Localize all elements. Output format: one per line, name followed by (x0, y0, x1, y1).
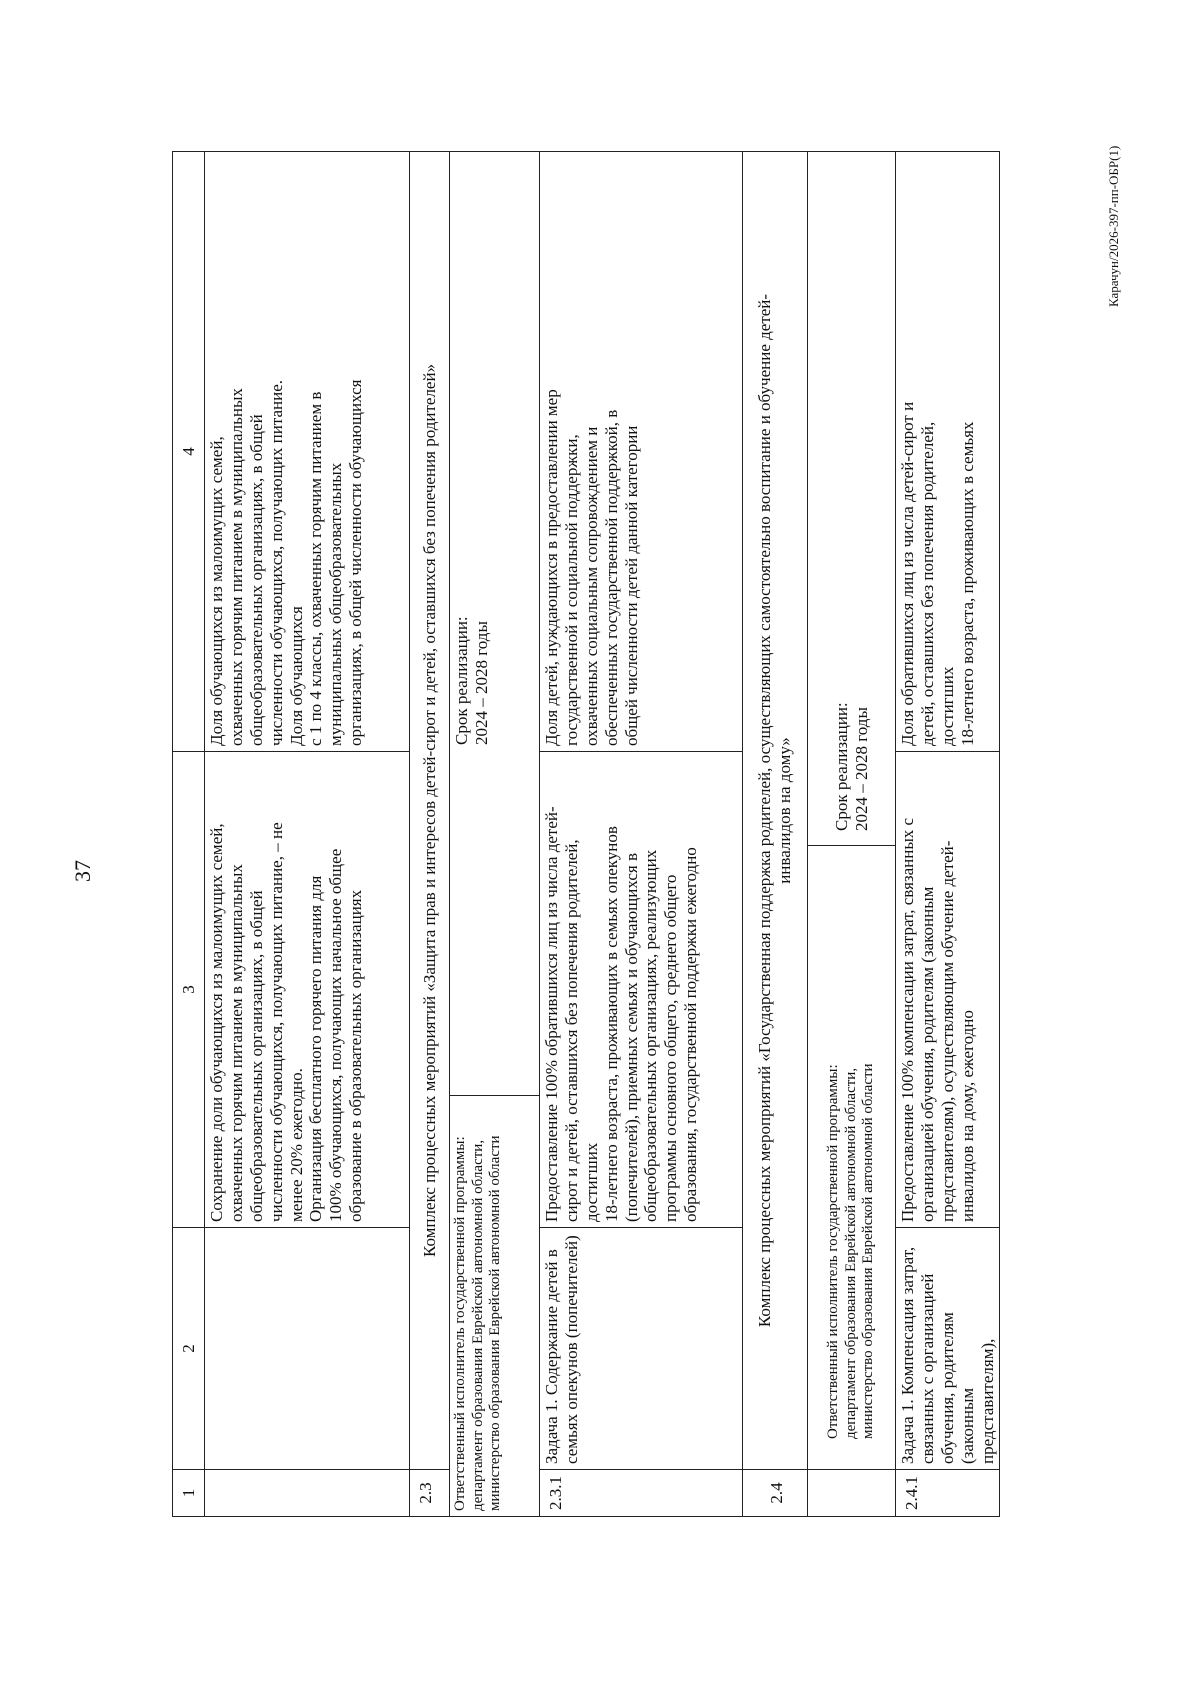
responsible-row-2-3 (450, 151, 540, 1516)
text-line: численности обучающихся, получающих питание, – не (266, 822, 286, 1222)
text-line: Срок реализации: (831, 702, 851, 831)
row-number: 2.4.1 (896, 1470, 1000, 1517)
table-row-prev (205, 151, 410, 1516)
text-line: Предоставление 100% обратившихся лиц из числа детей- (542, 806, 561, 1222)
text-line: инвалидов на дому, ежегодно (957, 1010, 977, 1222)
text-line: Доля детей, нуждающихся в предоставлении мер (542, 389, 561, 746)
text-line: общей численности детей данной категории (621, 425, 641, 746)
text-line: представителям), (977, 1338, 997, 1464)
text-line: Предоставление 100% компенсации затрат, связанных с (898, 817, 917, 1222)
header-col-1: 1 (173, 1470, 205, 1517)
text-line: образование в образовательных организациях (346, 889, 366, 1222)
program-table (172, 151, 1000, 1517)
cell-task-empty (205, 1228, 410, 1470)
text-line: Ответственный исполнитель государственной программы: (452, 1136, 468, 1511)
text-line: общеобразовательных организациях, реализующих (641, 849, 661, 1222)
text-line: общеобразовательных организациях, в общей (246, 890, 266, 1222)
cell-result-prev (205, 751, 410, 1227)
text-line: Комплекс процессных мероприятий «Государственная поддержка родителей, осуществляющих самостоятельно воспитание и обучение детей- (755, 293, 775, 1328)
task-cell (896, 1228, 1000, 1470)
section-title: Комплекс процессных мероприятий «Защита прав и интересов детей-сирот и детей, оставшихся без попечения родителей» (410, 151, 450, 1469)
text-line: детей, оставшихся без попечения родителей, (917, 421, 937, 746)
text-line: инвалидов на дому» (775, 737, 794, 884)
text-line: Ответственный исполнитель государственной программы: (824, 1064, 841, 1439)
text-line: департамент образования Еврейской автономной области, (842, 1067, 859, 1439)
header-col-4: 4 (173, 151, 205, 751)
text-line: представителям), осуществляющим обучение детей- (937, 840, 957, 1222)
text-line: Доля обучающихся из малоимущих семей, (207, 436, 226, 746)
text-line: департамент образования Еврейской автономной области, (469, 1139, 486, 1511)
text-line: обучения, родителям (законным (937, 1312, 977, 1464)
task-cell (540, 1228, 743, 1470)
text-line: Задача 1. Компенсация затрат, (898, 1246, 917, 1464)
text-line: Срок реализации: (452, 616, 471, 745)
text-line: охваченных горячим питанием в муниципальных (226, 864, 246, 1222)
text-line: 2024 – 2028 годы (851, 707, 871, 831)
text-line: 18-летнего возраста, проживающих в семьях опекунов (601, 826, 621, 1222)
cell-num-empty (808, 1470, 896, 1517)
implementation-term (450, 151, 540, 1095)
text-line: министерство образования Еврейской автономной области (860, 1063, 877, 1439)
header-col-3: 3 (173, 751, 205, 1227)
section-title (743, 151, 808, 1469)
text-line: связанных с организацией (917, 1273, 937, 1464)
text-line: охваченных социальным сопровождением и (581, 426, 601, 746)
text-line: менее 20% ежегодно. (286, 1068, 306, 1222)
table-row-2-4-1 (896, 151, 1000, 1516)
text-line: семьях опекунов (попечителей) (561, 1235, 581, 1464)
text-line: (попечителей), приемных семьях и обучающихся в (621, 852, 641, 1222)
header-row (173, 151, 205, 1516)
section-number: 2.3 (410, 1470, 450, 1517)
text-line: муниципальных общеобразовательных (326, 462, 346, 746)
row-number: 2.3.1 (540, 1470, 743, 1517)
text-line: Сохранение доли обучающихся из малоимущих семей, (207, 823, 226, 1222)
text-line: организациях, в общей численности обучающихся (346, 379, 366, 746)
cell-num-empty (205, 1470, 410, 1517)
indicator-cell (896, 151, 1000, 751)
header-col-2: 2 (173, 1228, 205, 1470)
responsible-executor (808, 846, 896, 1470)
text-line: Доля обратившихся лиц из числа детей-сирот и (898, 401, 917, 746)
text-line: численности обучающихся, получающих питание. (266, 379, 286, 746)
text-line: программы основного общего, среднего общего (661, 874, 681, 1222)
result-cell (540, 751, 743, 1227)
cell-indicator-prev (205, 151, 410, 751)
text-line: образования, государственной поддержки ежегодно (681, 847, 701, 1222)
text-line: государственной и социальной поддержки, (561, 434, 581, 746)
text-line: с 1 по 4 классы, охваченных горячим питанием в (306, 391, 326, 746)
text-line: Задача 1. Содержание детей в (542, 1249, 561, 1464)
indicator-cell (540, 151, 743, 751)
section-number: 2.4 (743, 1470, 808, 1517)
text-line: сирот и детей, оставшихся без попечения родителей, (561, 839, 581, 1222)
text-line: Организация бесплатного горячего питания для (306, 875, 326, 1222)
responsible-executor (450, 1096, 540, 1517)
implementation-term (808, 151, 896, 845)
text-line: достигших (581, 1142, 601, 1222)
text-line: Доля обучающихся (286, 606, 306, 746)
responsible-row-2-4 (808, 151, 896, 1516)
text-line: 2024 – 2028 годы (471, 621, 491, 745)
result-cell (896, 751, 1000, 1227)
text-line: общеобразовательных организациях, в общей (246, 414, 266, 746)
text-line: достигших (937, 666, 957, 746)
table-row-2-3-1 (540, 151, 743, 1516)
text-line: обеспеченных государственной поддержкой, в (601, 409, 621, 746)
footer-doc-id: Карачун/2026-397-пп-ОБР(1) (1106, 145, 1121, 307)
text-line: министерство образования Еврейской автономной области (487, 1135, 504, 1511)
text-line: охваченных горячим питанием в муниципальных (226, 388, 246, 746)
section-row-2-3 (410, 151, 450, 1516)
page-number: 37 (70, 860, 95, 882)
section-row-2-4 (743, 151, 808, 1516)
text-line: 18-летнего возраста, проживающих в семьях (957, 421, 977, 746)
text-line: 100% обучающихся, получающих начальное общее (326, 848, 346, 1222)
text-line: организацией обучения, родителям (законным (917, 886, 937, 1222)
